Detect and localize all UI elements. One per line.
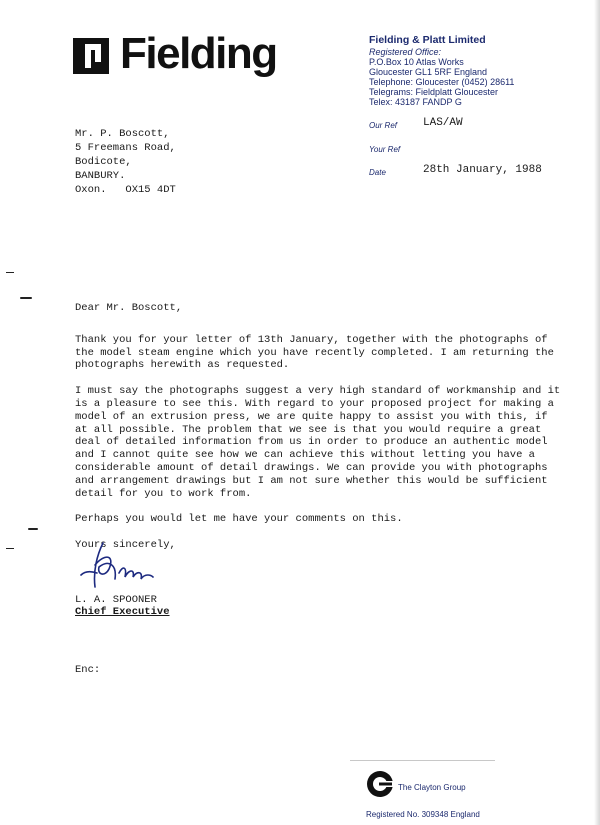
address-line: P.O.Box 10 Atlas Works	[369, 57, 464, 67]
address-line: Telegrams: Fieldplatt Gloucester	[369, 87, 499, 97]
recipient-line: Oxon. OX15 4DT	[75, 184, 176, 196]
registered-office-label: Registered Office:	[369, 47, 442, 57]
recipient-line: 5 Freemans Road,	[75, 142, 176, 154]
signatory-name: L. A. SPOONER	[75, 594, 157, 606]
company-name: Fielding & Platt Limited	[369, 34, 486, 46]
company-address-block	[369, 35, 514, 107]
registration-number: Registered No. 309348 England	[366, 810, 480, 819]
recipient-line: BANBURY.	[75, 170, 126, 182]
fielding-logotype: Fielding	[120, 29, 277, 78]
punch-mark	[20, 297, 32, 299]
paragraph: Thank you for your letter of 13th January, together with the photographs of the model steam engine which you have recently completed. I am returning the photographs herewith as requested.	[75, 333, 554, 372]
handwritten-signature	[75, 535, 175, 595]
date-label: Date	[369, 168, 386, 177]
footer-divider	[350, 760, 495, 761]
our-ref-label: Our Ref	[369, 121, 398, 130]
page-edge-shadow	[594, 0, 600, 825]
address-line: Telephone: Gloucester (0452) 28611	[369, 77, 515, 87]
closing: Yours sincerely,	[75, 539, 176, 552]
punch-mark	[28, 528, 38, 530]
signatory-title: Chief Executive	[75, 606, 170, 618]
salutation: Dear Mr. Boscott,	[75, 302, 183, 314]
fold-mark	[6, 548, 14, 549]
fielding-logo-icon	[73, 38, 109, 74]
letter-body	[75, 302, 565, 565]
date-value: 28th January, 1988	[423, 164, 542, 176]
address-line: Telex: 43187 FANDP G	[369, 97, 462, 107]
recipient-address	[75, 127, 176, 197]
paragraph: I must say the photographs suggest a very high standard of workmanship and it is a pleasure to see this. With regard to your proposed project for making a model of an extrusion press, we are quite happy to assist you with this, if at all possible. The problem that we see is that you would require a great deal of detailed information from us in order to produce an authentic model and I cannot quite see how we can achieve this without letting you have a considerable amount of detail drawings. We can provide you with photographs and arrangement drawings but I am not sure whether this would be sufficient detail for you to work from.	[75, 385, 561, 500]
your-ref-label: Your Ref	[369, 145, 401, 154]
paragraph: Perhaps you would let me have your comments on this.	[75, 513, 403, 526]
enclosure-note: Enc:	[75, 664, 101, 676]
group-name: The Clayton Group	[398, 783, 466, 792]
address-line: Gloucester GL1 5RF England	[369, 67, 488, 77]
fold-mark	[6, 272, 14, 273]
recipient-line: Mr. P. Boscott,	[75, 128, 170, 140]
clayton-group-logo-icon	[366, 770, 394, 798]
recipient-line: Bodicote,	[75, 156, 132, 168]
our-ref-value: LAS/AW	[423, 117, 463, 129]
